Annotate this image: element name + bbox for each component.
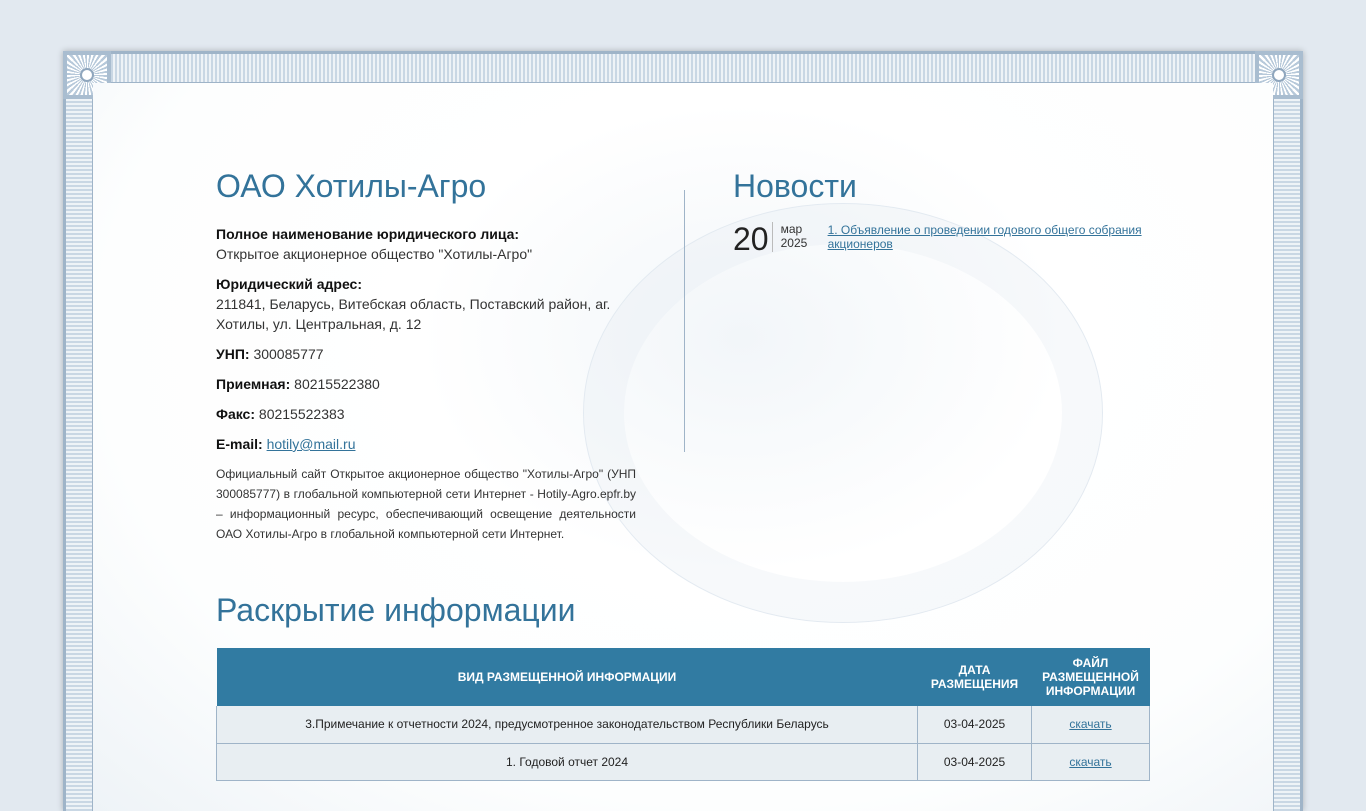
- table-row: [217, 743, 1150, 780]
- table-row: [217, 706, 1150, 743]
- row-date: 03-04-2025: [918, 706, 1032, 743]
- disclosure-title: Раскрытие информации: [216, 592, 576, 628]
- fax-label: Факс:: [216, 406, 256, 422]
- frame-ornament-left: [66, 99, 92, 811]
- reception-phone: 80215522380: [294, 376, 380, 392]
- news-year: 2025: [780, 236, 808, 250]
- column-divider: [684, 190, 685, 452]
- full-name-label: Полное наименование юридического лица:: [216, 226, 520, 242]
- news-link[interactable]: 1. Объявление о проведении годового общего собрания акционеров: [827, 223, 1142, 251]
- reception-label: Приемная:: [216, 376, 291, 392]
- frame-ornament-top: [111, 54, 1255, 82]
- unp-label: УНП:: [216, 346, 250, 362]
- column-header-file: ФАЙЛ РАЗМЕЩЕННОЙ ИНФОРМАЦИИ: [1032, 648, 1150, 706]
- unp: 300085777: [253, 346, 324, 362]
- company-info: [216, 224, 636, 554]
- disclosure-table: [216, 648, 1150, 781]
- row-name: 1. Годовой отчет 2024: [217, 743, 918, 780]
- row-name: 3.Примечание к отчетности 2024, предусмотренное законодательством Республики Беларусь: [217, 706, 918, 743]
- download-link[interactable]: скачать: [1069, 717, 1112, 732]
- fax: 80215522383: [258, 406, 345, 422]
- company-title: ОАО Хотилы-Агро: [216, 168, 487, 204]
- row-date: 03-04-2025: [918, 743, 1032, 780]
- address-label: Юридический адрес:: [216, 276, 362, 292]
- email-label: E-mail:: [216, 436, 263, 452]
- column-header-type: ВИД РАЗМЕЩЕННОЙ ИНФОРМАЦИИ: [217, 648, 918, 706]
- download-link[interactable]: скачать: [1069, 754, 1112, 769]
- guilloche-rosette: [583, 203, 1103, 623]
- news-month: мар: [780, 222, 803, 236]
- full-name: Открытое акционерное общество "Хотилы-Агро": [216, 246, 533, 262]
- frame-ornament-right: [1274, 99, 1300, 811]
- news-title: Новости: [733, 168, 857, 204]
- column-header-date: ДАТА РАЗМЕЩЕНИЯ: [918, 648, 1032, 706]
- address: 211841, Беларусь, Витебская область, Поставский район, аг. Хотилы, ул. Центральная, д. 12: [216, 296, 611, 332]
- news-item: [733, 221, 1148, 257]
- news-day: 20: [733, 222, 773, 252]
- email-link[interactable]: hotily@mail.ru: [266, 436, 356, 452]
- site-description: Официальный сайт Открытое акционерное общество "Хотилы-Агро" (УНП 300085777) в глобальной компьютерной сети Интернет - Hotily-Agro.epfr.by – информационный ресурс, обеспечивающий освещение деятельности ОАО Хотилы-Агро в глобальной компьютерной сети Интернет.: [216, 467, 636, 541]
